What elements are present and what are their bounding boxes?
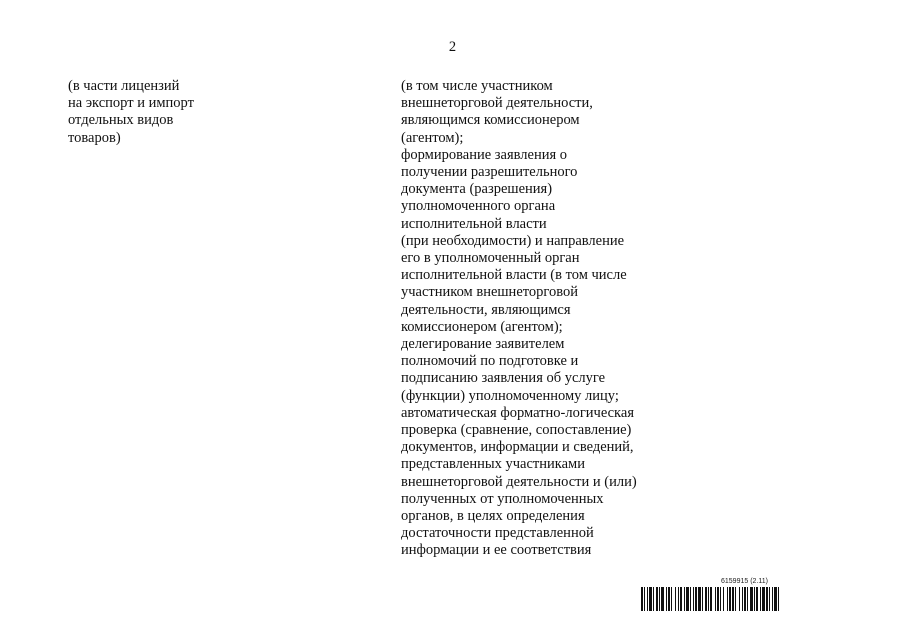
barcode-bar [715, 587, 716, 611]
right-line: документа (разрешения) [401, 181, 553, 198]
barcode-bar [698, 587, 701, 611]
right-line: полномочий по подготовке и [401, 353, 579, 370]
right-line: получении разрешительного [401, 164, 578, 181]
barcode-bar [686, 587, 689, 611]
right-line: информации и ее соответствия [401, 542, 592, 559]
right-line: (при необходимости) и направление [401, 232, 625, 249]
right-line: документов, информации и сведений, [401, 439, 634, 456]
right-line: уполномоченного органа [401, 198, 556, 215]
right-line: внешнеторговой деятельности и (или) [401, 473, 637, 490]
barcode-bar [649, 587, 652, 611]
barcode-bar [680, 587, 682, 611]
right-line: являющимся комиссионером [401, 112, 580, 129]
right-line: (агентом); [401, 129, 464, 146]
barcode-bar [717, 587, 719, 611]
barcode-bar [705, 587, 707, 611]
right-line: его в уполномоченный орган [401, 250, 580, 267]
barcode-bar [678, 587, 679, 611]
barcode-bar [772, 587, 773, 611]
barcode-bar [744, 587, 746, 611]
right-line: исполнительной власти [401, 215, 547, 232]
barcode-bar [778, 587, 779, 611]
barcode-bar [708, 587, 709, 611]
left-line: товаров) [68, 129, 121, 146]
right-line: достаточности представленной [401, 525, 594, 542]
right-line: делегирование заявителем [401, 336, 565, 353]
barcode-bar [769, 587, 770, 611]
barcode-bar [644, 587, 645, 611]
barcode-bar [641, 587, 643, 611]
right-line: проверка (сравнение, сопоставление) [401, 422, 632, 439]
left-line: отдельных видов [68, 112, 174, 129]
left-line: на экспорт и импорт [68, 95, 194, 112]
right-line: органов, в целях определения [401, 508, 585, 525]
barcode-bar [723, 587, 724, 611]
right-line: (в том числе участником [401, 78, 553, 94]
left-line: (в части лицензий [68, 78, 180, 94]
right-line: полученных от уполномоченных [401, 490, 604, 507]
barcode-icon [641, 587, 857, 611]
barcode-bar [675, 587, 676, 611]
left-column [68, 78, 248, 147]
right-line: деятельности, являющимся [401, 301, 571, 318]
barcode-bar [750, 587, 753, 611]
page-number: 2 [448, 39, 457, 55]
right-line: исполнительной власти (в том числе [401, 267, 627, 284]
barcode-bar [720, 587, 721, 611]
barcode-bar [739, 587, 740, 611]
barcode-bar [653, 587, 654, 611]
barcode-bar [656, 587, 658, 611]
barcode-bar [710, 587, 712, 611]
barcode-bar [756, 587, 758, 611]
barcode-bar [729, 587, 731, 611]
right-line: внешнеторговой деятельности, [401, 95, 593, 112]
barcode-bar [659, 587, 660, 611]
right-line: комиссионером (агентом); [401, 318, 563, 335]
barcode-bar [671, 587, 672, 611]
right-line: участником внешнеторговой [401, 284, 578, 301]
barcode-bar [774, 587, 777, 611]
barcode-bar [727, 587, 728, 611]
barcode-bar [732, 587, 734, 611]
barcode-bar [754, 587, 755, 611]
right-line: (функции) уполномоченному лицу; [401, 387, 619, 404]
barcode-bar [693, 587, 694, 611]
right-column [401, 78, 701, 560]
barcode-bar [735, 587, 736, 611]
right-line: автоматическая форматно-логическая [401, 404, 634, 421]
barcode-bar [760, 587, 761, 611]
barcode-bar [762, 587, 765, 611]
barcode-bar [661, 587, 664, 611]
barcode-bar [695, 587, 697, 611]
barcode-bar [702, 587, 703, 611]
barcode-bar [668, 587, 670, 611]
barcode-bar [747, 587, 748, 611]
barcode-bar [666, 587, 667, 611]
barcode-bar [647, 587, 648, 611]
barcode-bar [742, 587, 743, 611]
right-line: представленных участниками [401, 456, 585, 473]
right-line: подписанию заявления об услуге [401, 370, 606, 387]
barcode-bar [766, 587, 768, 611]
right-line: формирование заявления о [401, 146, 568, 163]
barcode-bar [690, 587, 691, 611]
barcode-block [641, 578, 857, 614]
barcode-bar [684, 587, 685, 611]
barcode-caption: 6159915 (2.11) [721, 578, 768, 585]
